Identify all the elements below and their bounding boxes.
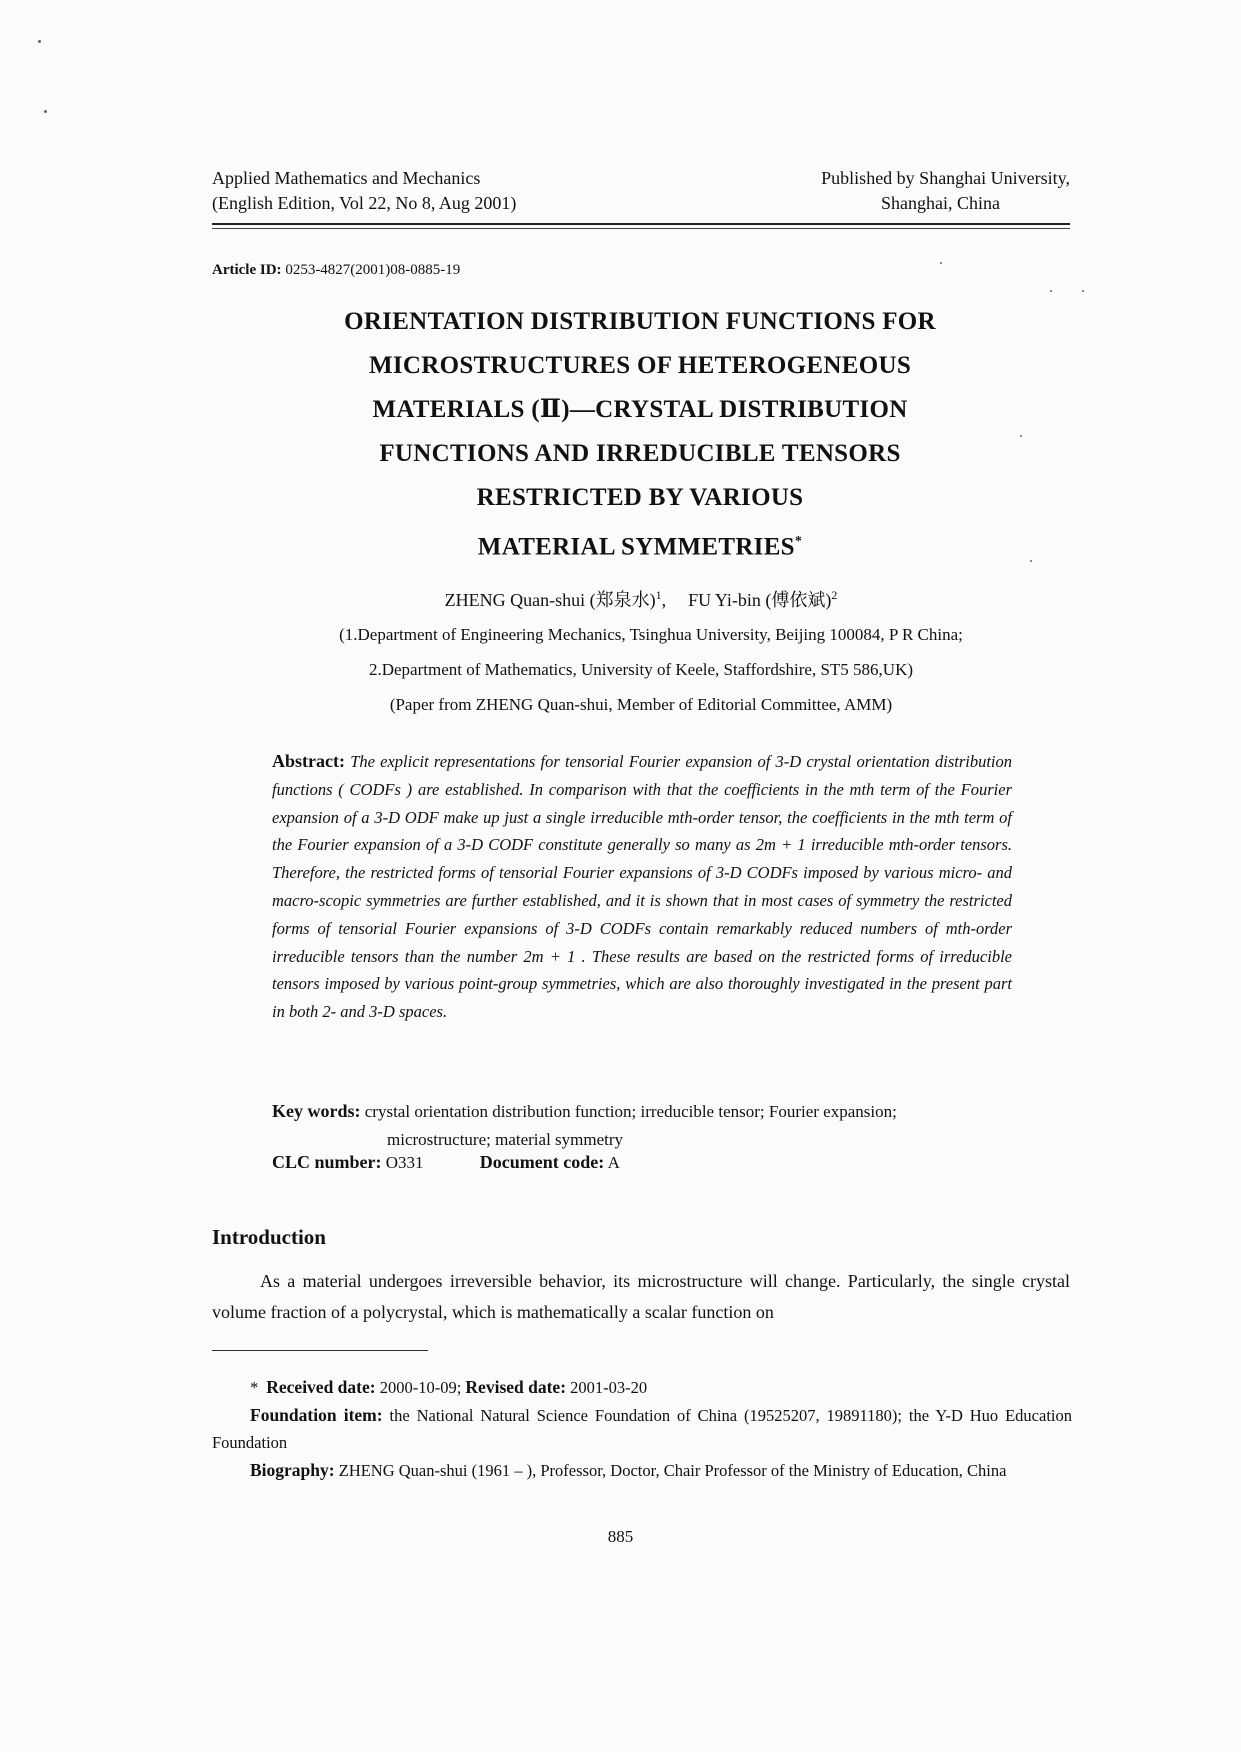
publisher-header [760,166,1070,216]
abstract-text: The explicit representations for tensorial Fourier expansion of 3-D crystal orientation distribution functions ( CODFs ) are established. In comparison with that the coefficients in the mth term of the Fourier expansion of a 3-D ODF make up just a single irreducible mth-order tensor, the coefficients in the mth term of the Fourier expansion of a 3-D CODF constitute generally so many as 2m + 1 irreducible mth-order tensors. Therefore, the restricted forms of tensorial Fourier expansions of 3-D CODFs imposed by various micro- and macro-scopic symmetries are further established, and it is shown that in most cases of symmetry the restricted forms of tensorial Fourier expansions of 3-D CODFs contain remarkably reduced numbers of mth-order irreducible tensors than the number 2m + 1 . These results are based on the restricted forms of irreducible tensors imposed by various point-group symmetries, which are also thoroughly investigated in the present part in both 2- and 3-D spaces. [272,752,1012,1022]
clc-label: CLC number: [272,1152,382,1172]
affiliation-1: (1.Department of Engineering Mechanics, Tsinghua University, Beijing 100084, P R China; [339,625,963,644]
title-line: ORIENTATION DISTRIBUTION FUNCTIONS FOR [344,308,936,335]
title-line-last [230,520,1050,569]
section-heading-introduction: Introduction [212,1225,326,1249]
document-code-value: A [607,1153,620,1172]
scan-speck [940,262,942,264]
scan-speck [1030,560,1032,562]
article-id-value: 0253-4827(2001)08-0885-19 [285,262,461,278]
title-line: MATERIALS (Ⅱ)—CRYSTAL DISTRIBUTION [372,396,908,423]
publisher-location: Shanghai, China [881,193,1000,213]
foundation-text: the National Natural Science Foundation of China (19525207, 19891180); the Y-D Huo Education Foundation [212,1405,1072,1452]
scan-speck [44,110,47,113]
footnote-foundation [212,1402,1072,1457]
scan-speck [1050,290,1052,292]
publisher-name: Published by Shanghai University, [821,168,1070,188]
abstract [272,748,1012,1026]
title-line: MATERIAL SYMMETRIES [477,533,795,561]
footnote-biography [212,1457,1072,1485]
keywords [272,1097,1032,1154]
received-date: 2000-10-09; [379,1378,462,1397]
scan-speck [1020,435,1022,437]
received-label: Received date: [266,1377,376,1397]
title-line: FUNCTIONS AND IRREDUCIBLE TENSORS [379,440,901,467]
header-rule-thick [212,223,1070,225]
revised-date: 2001-03-20 [570,1378,648,1397]
journal-header [212,166,516,216]
article-id [212,262,460,279]
classification [272,1152,620,1173]
journal-edition: (English Edition, Vol 22, No 8, Aug 2001) [212,193,517,213]
keywords-line-1: crystal orientation distribution function; irreducible tensor; Fourier expansion; [364,1102,897,1121]
title-line: MICROSTRUCTURES OF HETEROGENEOUS [368,352,912,379]
footnotes [212,1374,1072,1484]
author-2-affiliation-mark: 2 [831,588,838,602]
footnote-star: * [250,1378,259,1397]
introduction-paragraph: As a material undergoes irreversible behavior, its microstructure will change. Particularly, the single crystal volume fraction of a polycrystal, which is mathematically a scalar function on [212,1271,1070,1322]
author-1: ZHENG Quan-shui (郑泉水) [444,590,656,610]
revised-label: Revised date: [465,1377,567,1397]
title-footnote-mark: * [794,534,803,549]
keywords-line-2: microstructure; material symmetry [387,1130,624,1149]
footnote-dates [212,1374,1072,1402]
paper-title [230,300,1050,569]
title-line: RESTRICTED BY VARIOUS [476,484,804,511]
abstract-label: Abstract: [272,751,345,771]
document-code-label: Document code: [479,1152,605,1172]
article-id-label: Article ID: [212,262,282,278]
foundation-label: Foundation item: [250,1404,383,1425]
journal-name: Applied Mathematics and Mechanics [212,168,481,188]
page-number: 885 [607,1527,634,1546]
affiliation-2: 2.Department of Mathematics, University of Keele, Staffordshire, ST5 586,UK) [368,660,914,679]
author-1-affiliation-mark: 1 [655,588,662,602]
keywords-label: Key words: [272,1101,361,1121]
scan-speck [38,40,41,43]
scan-speck [1082,290,1084,292]
footnote-rule [212,1350,428,1351]
header-rule-thin [212,228,1070,229]
clc-value: O331 [385,1153,424,1172]
paper-source-note: (Paper from ZHENG Quan-shui, Member of Editorial Committee, AMM) [389,695,893,714]
biography-text: ZHENG Quan-shui (1961 – ), Professor, Doctor, Chair Professor of the Ministry of Education, China [338,1460,1007,1480]
biography-label: Biography: [250,1459,335,1480]
author-list [212,586,1070,612]
author-separator: , [661,590,667,610]
author-2: FU Yi-bin (傅依斌) [688,590,832,610]
